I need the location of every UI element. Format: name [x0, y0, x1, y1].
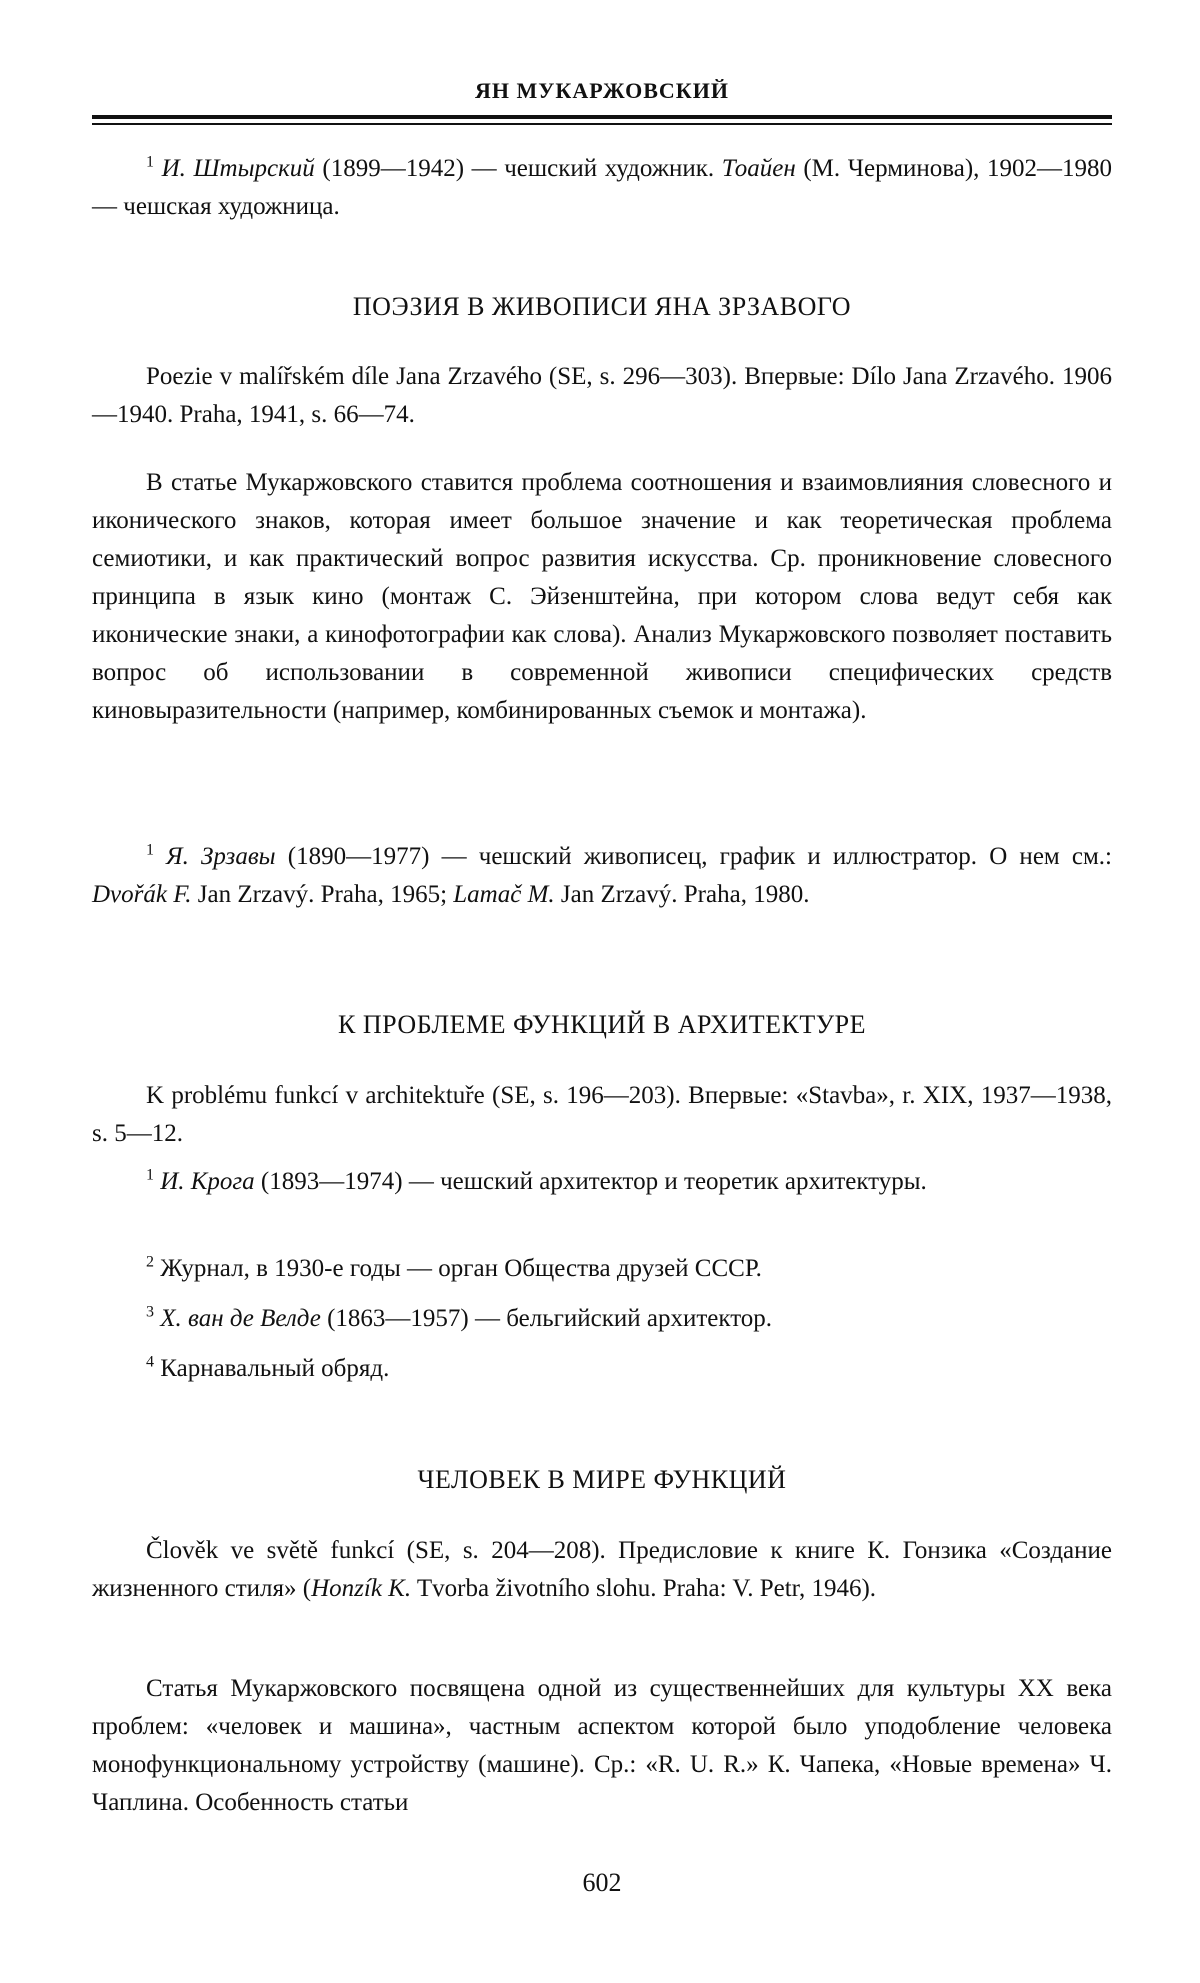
footnote-text: (1899—1942) — чешский художник. — [315, 155, 722, 182]
section2-footnote-2 — [92, 1250, 1112, 1288]
section1-body: В статье Мукаржовского ставится проблема соотношения и взаимовлияния словесного и иконического знаков, которая имеет большое значение и как теоретическая проблема семиотики, и как практический вопрос развития искусства. Ср. проникновение словесного принципа в язык кино (монтаж С. Эйзенштейна, при котором слова ведут себя как иконические знаки, а кинофотографии как слова). Анализ Мукаржовского позволяет поставить вопрос об использовании в современной живописи специфических средств киновыразительности (например, комбинированных съемок и монтажа). — [92, 464, 1112, 730]
section3-body: Статья Мукаржовского посвящена одной из существеннейших для культуры XX века проблем: «человек и машина», частным аспектом которой было уподобление человека монофункциональному устройству (машине). Ср.: «R. U. R.» К. Чапека, «Новые времена» Ч. Чаплина. Особенность статьи — [92, 1670, 1112, 1822]
section-heading-1: ПОЭЗИЯ В ЖИВОПИСИ ЯНА ЗРЗАВОГО — [92, 292, 1112, 322]
footnote-marker: 1 — [146, 154, 154, 171]
footnote-marker: 4 — [146, 1354, 154, 1371]
footnote-name: Я. Зрзавы — [166, 843, 275, 870]
footnote-text-2: Jan Zrzavý. Praha, 1965; — [192, 881, 454, 908]
footnote-top — [92, 150, 1112, 226]
footnote-text: (1863—1957) — бельгийский архитектор. — [321, 1305, 772, 1332]
footnote-text: (1890—1977) — чешский живописец, график и иллюстратор. О нем см.: — [276, 843, 1112, 870]
footnote-text: (1893—1974) — чешский архитектор и теоретик архитектуры. — [255, 1168, 927, 1195]
footnote-marker: 2 — [146, 1254, 154, 1271]
header-rule-thick — [92, 115, 1112, 119]
header-rule-thin — [92, 123, 1112, 125]
section1-footnote — [92, 838, 1112, 914]
section-heading-3: ЧЕЛОВЕК В МИРЕ ФУНКЦИЙ — [92, 1465, 1112, 1495]
section2-source: K problému funkcí v architektuře (SE, s. 196—203). Впервые: «Stavba», r. XIX, 1937—1938, s. 5—12. — [92, 1077, 1112, 1153]
page-number: 602 — [92, 1868, 1112, 1898]
source-ref: Honzík K. — [311, 1575, 411, 1602]
source-text: Člověk ve světě funkcí (SE, s. 204—208). Предисловие к книге К. Гонзика «Создание жизненного стиля» ( — [92, 1537, 1112, 1602]
footnote-text: Карнавальный обряд. — [154, 1355, 389, 1382]
footnote-marker: 1 — [146, 1167, 154, 1184]
footnote-name: Х. ван де Велде — [160, 1305, 321, 1332]
footnote-marker: 1 — [146, 842, 154, 859]
footnote-text: Журнал, в 1930-е годы — орган Общества друзей СССР. — [154, 1255, 762, 1282]
running-header: ЯН МУКАРЖОВСКИЙ — [92, 78, 1112, 104]
footnote-text-2: (М. Черминова), 1902—1980 — чешская художница. — [92, 155, 1112, 220]
footnote-name: И. Крога — [160, 1168, 254, 1195]
footnote-text-3: Jan Zrzavý. Praha, 1980. — [555, 881, 810, 908]
footnote-name: И. Штырский — [162, 155, 315, 182]
section-heading-2: К ПРОБЛЕМЕ ФУНКЦИЙ В АРХИТЕКТУРЕ — [92, 1010, 1112, 1040]
section2-footnote-4 — [92, 1350, 1112, 1388]
source-text-2: Tvorba životního slohu. Praha: V. Petr, 1946). — [411, 1575, 876, 1602]
footnote-name-2: Тоайен — [722, 155, 796, 182]
section2-footnote-3 — [92, 1300, 1112, 1338]
section3-source — [92, 1532, 1112, 1608]
footnote-marker: 3 — [146, 1304, 154, 1321]
section2-footnote-1 — [92, 1163, 1112, 1201]
section1-source: Poezie v malířském díle Jana Zrzavého (SE, s. 296—303). Впервые: Dílo Jana Zrzavého. 1906—1940. Praha, 1941, s. 66—74. — [92, 358, 1112, 434]
footnote-ref-2: Lamač M. — [453, 881, 554, 908]
footnote-ref-1: Dvořák F. — [92, 881, 192, 908]
book-page — [0, 0, 1200, 1983]
